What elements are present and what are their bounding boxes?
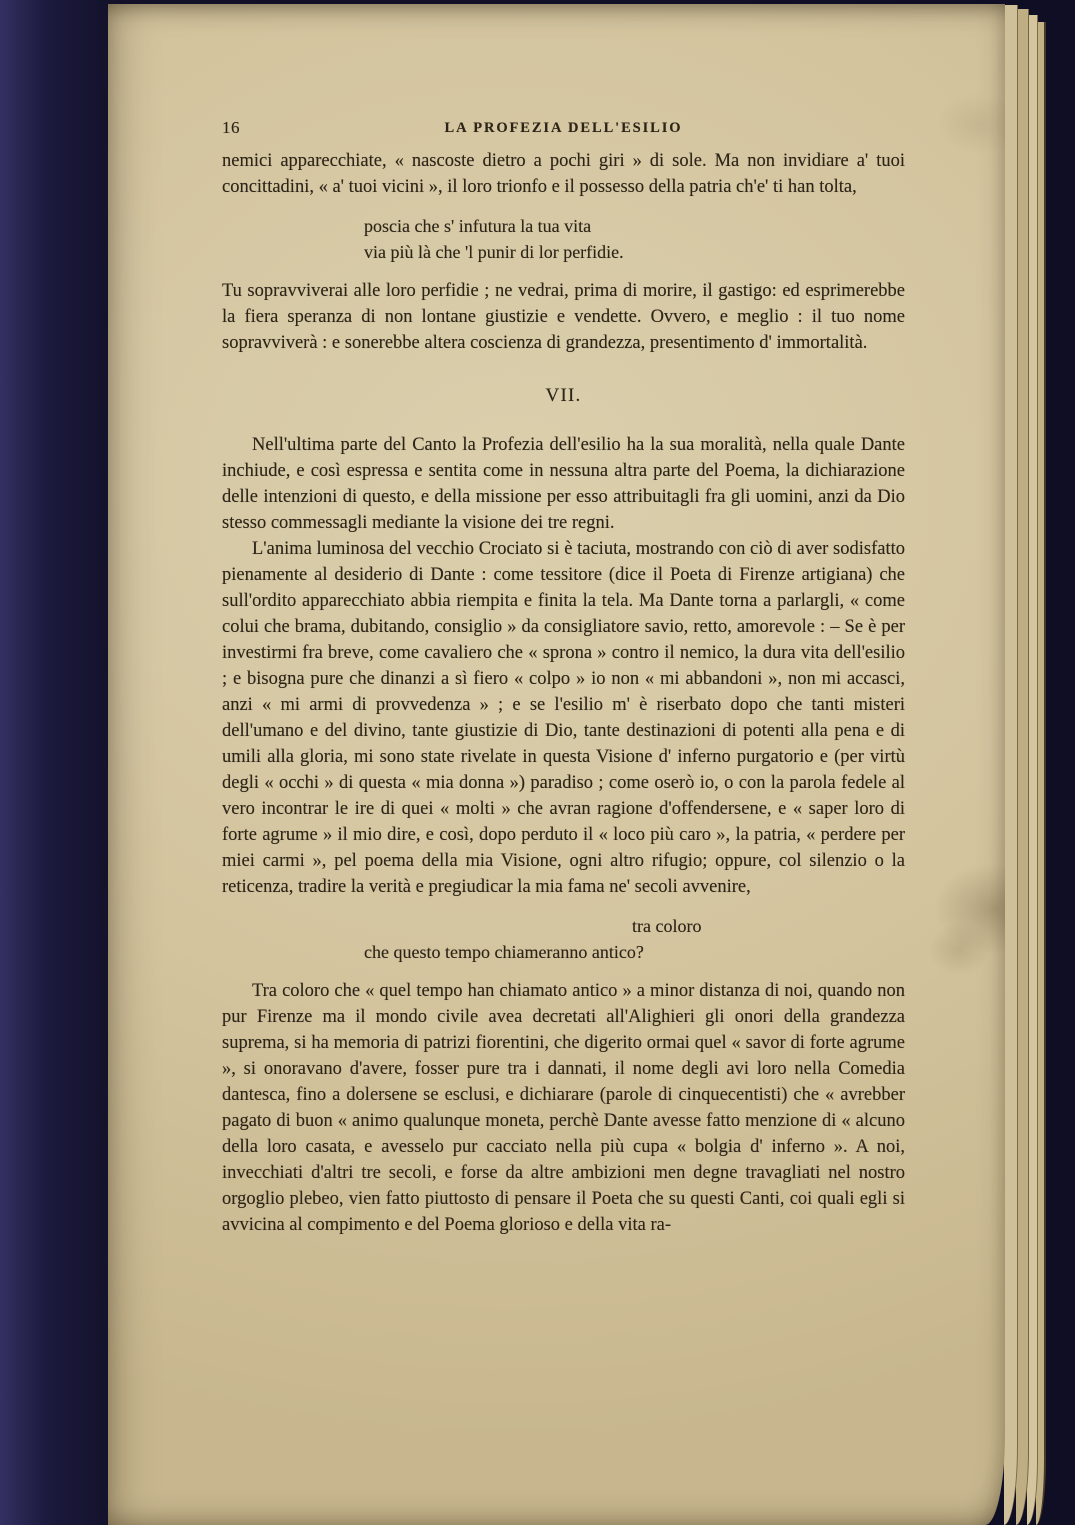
verse-line: che questo tempo chiameranno antico? [364, 942, 644, 962]
section-heading: VII. [545, 385, 582, 406]
running-header [222, 114, 905, 138]
verse-line: poscia che s' infutura la tua vita [364, 216, 592, 236]
paragraph-ultima-parte: Nell'ultima parte del Canto la Profezia dell'esilio ha la sua moralità, nella quale Dante inchiude, e così espressa e sentita come in nessuna altra parte del Poema, la dichiarazione delle intenzioni di questo, e della missione per esso attribuitagli fra gli uomini, anzi da Dio stesso commessagli mediante la visione dei tre regni. [222, 435, 905, 533]
verse-line: via più là che 'l punir di lor perfidie. [364, 242, 624, 262]
verse-quote-perfidie [364, 213, 905, 265]
page-number: 16 [222, 118, 240, 137]
paragraph-continuation: nemici apparecchiate, « nascoste dietro a pochi giri » di sole. Ma non invidiare a' tuoi concittadini, « a' tuoi vicini », il loro trionfo e il possesso della patria ch'e' ti han tolta, [222, 151, 905, 197]
running-title: LA PROFEZIA DELL'ESILIO [444, 120, 683, 136]
book-page [108, 4, 1005, 1525]
verse-quote-antico [364, 913, 905, 965]
text-block [222, 114, 905, 1238]
paragraph-anima-luminosa: L'anima luminosa del vecchio Crociato si è taciuta, mostrando con ciò di aver sodisfatto pienamente al desiderio di Dante : come tessitore (dice il Poeta di Firenze artigiana) che sull'ordito apparecchiato abbia riempita e finita la tela. Ma Dante torna a parlargli, « come colui che brama, dubitando, consiglio » da consigliatore savio, retto, amorevole : – Se è per investirmi fra breve, come cavaliero che « sprona » contro il nemico, la dura vita dell'esilio ; e bisogna pure che dinanzi a sì fiero « colpo » io non « mi abbandoni », non mi accasci, anzi « mi armi di provvedenza » ; e se l'esilio m' è riserbato dopo che tanti misteri dell'umano e del divino, tante giustizie di Dio, tante destinazioni di potenti alla pena e di umili alla gloria, mi sono state rivelate in questa Visione d' inferno purgatorio e (per virtù degli « occhi » di questa « mia donna ») paradiso ; come oserò io, o con la parola fedele al vero incontrar le ire di quei « molti » che avran ragione d'offendersene, e « saper loro di forte agrume » il mio dire, e così, dopo perduto il « loco più caro », la patria, « perdere per miei carmi », pel poema della mia Visione, ogni altro rifugio; oppure, col silenzio o la reticenza, tradire la verità e pregiudicar la mia fama ne' secoli avvenire, [222, 539, 905, 897]
paragraph-tra-coloro: Tra coloro che « quel tempo han chiamato antico » a minor distanza di noi, quando non pur Firenze ma il mondo civile avea decretati all'Alighieri gli onori della grandezza suprema, si ha memoria di patrizi fiorentini, che digerito ormai quel « savor di forte agrume », si onoravano d'avere, fosser pure tra i dannati, il nome degli avi loro nella Comedia dantesca, fino a dolersene se esclusi, e dichiarare (parole di cinquecentisti) che « avrebber pagato di buon « animo qualunque moneta, perchè Dante avesse fatto menzione di « alcuno della loro casata, e avesselo pur cacciato nella più cupa « bolgia d' inferno ». A noi, invecchiati d'altri tre secoli, e forse da altre ambizioni men degne travagliati nel nostro orgoglio plebeo, vien fatto piuttosto di pensare il Poeta che su questi Canti, coi quali egli si avvicina al compimento e del Poema glorioso e della vita ra- [222, 981, 905, 1235]
paragraph-sopravviverai: Tu sopravviverai alle loro perfidie ; ne vedrai, prima di morire, il gastigo: ed esprimerebbe la fiera speranza di non lontane giustizie e vendette. Ovvero, e meglio : il tuo nome sopravviverà : e sonerebbe altera coscienza di grandezza, presentimento d' immortalità. [222, 281, 905, 353]
page-edge [1004, 5, 1018, 1525]
verse-line: tra coloro [632, 916, 702, 936]
